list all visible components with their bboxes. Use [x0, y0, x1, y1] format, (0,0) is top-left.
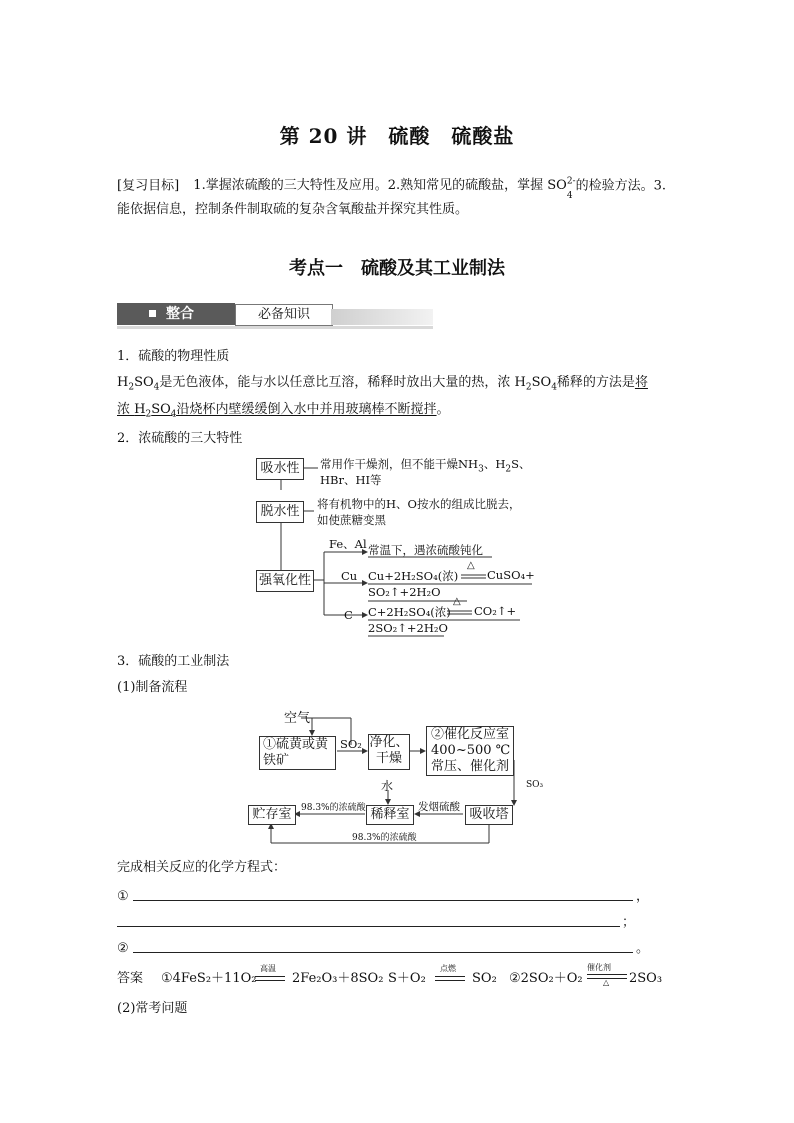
answer-eq2b: SO₂: [472, 971, 497, 986]
blank1-comma: ，: [636, 889, 650, 904]
answer-eq3-cond-bottom: △: [603, 978, 610, 987]
heat-icon: △: [453, 596, 461, 607]
answer-eq1: ①4FeS₂＋11O₂: [161, 971, 257, 986]
sub-process-flow: (1)制备流程: [117, 680, 188, 695]
answer-eq1-cond: 高温: [260, 964, 276, 973]
heading-three-properties: 2．浓硫酸的三大特性: [117, 431, 243, 446]
prop-oxidize-box: 强氧化性: [256, 570, 314, 592]
equals-icon: [255, 976, 285, 981]
heading-industrial: 3．硫酸的工业制法: [117, 654, 230, 669]
physical-properties-line2: 浓 $H_2SO_4$沿烧杯内壁缓缓倒入水中并用玻璃棒不断搅拌。: [117, 402, 450, 420]
flow-water-label: 水: [381, 779, 394, 793]
physical-properties-line1: $H_2SO_4$是无色液体，能与水以任意比互溶，稀释时放出大量的热，浓 $H_2SO_4$稀释的方法是将: [117, 375, 648, 393]
flow-purify-box: 净化、 干燥: [368, 734, 410, 770]
answer-label: 答案: [117, 971, 144, 986]
answer-eq3: ②2SO₂＋O₂: [509, 971, 583, 986]
branch-fe-al-text: 常温下，遇浓硫酸钝化: [368, 543, 483, 557]
review-goal-line2: 能依据信息，控制条件制取硫的复杂含氧酸盐并探究其性质。: [117, 202, 469, 217]
branch-cu-label: Cu: [341, 569, 358, 583]
flow-reactor-box: ②催化反应室 400~500 ℃ 常压、催化剂: [426, 726, 514, 776]
prop-dehydrate-desc2: 如使蔗糖变黑: [317, 513, 386, 527]
review-goal-text-a: 1.掌握浓硫酸的三大特性及应用。2.熟知常见的硫酸盐，掌握 SO: [193, 178, 567, 194]
branch-c-eq1: C+2H₂SO₄(浓): [368, 605, 451, 619]
branch-cu-eq1: Cu+2H₂SO₄(浓): [368, 569, 459, 583]
answer-eq3-cond-top: 催化剂: [587, 963, 611, 972]
ion-sup: 2-: [566, 177, 576, 187]
flow-so3-label: SO₃: [526, 780, 544, 790]
flow-983-bottom-label: 98.3%的浓硫酸: [352, 833, 417, 843]
flow-dilute-box: 稀释室: [366, 805, 414, 825]
heat-icon: △: [467, 560, 475, 571]
flow-983-top-label: 98.3%的浓硫酸: [301, 803, 366, 813]
answer-eq1b: 2Fe₂O₃＋8SO₂: [292, 971, 384, 986]
banner-knowledge: 必备知识: [235, 304, 333, 326]
section-title: 考点一 硫酸及其工业制法: [289, 258, 505, 279]
banner-integrate: 整合: [117, 303, 235, 325]
flow-storage-box: 贮存室: [248, 805, 296, 825]
blank2-period: 。: [636, 941, 650, 956]
blank1-line: [133, 900, 633, 901]
blank2-line: [133, 952, 633, 953]
prop-absorb-box: 吸水性: [256, 458, 304, 480]
branch-cu-eq1b: CuSO₄+: [487, 568, 535, 582]
branch-fe-al-label: Fe、Al: [329, 537, 367, 551]
prop-dehydrate-desc1: 将有机物中的H、O按水的组成比脱去，: [317, 497, 521, 511]
flow-fuming-label: 发烟硫酸: [418, 801, 460, 813]
prop-absorb-desc1: 常用作干燥剂，但不能干燥$NH_3$、$H_2S$、: [320, 457, 531, 475]
answer-eq3b: 2SO₃: [629, 971, 663, 986]
review-goal-text-b: 的检验方法。3.: [575, 178, 666, 194]
blank2-marker: ②: [117, 941, 129, 956]
branch-c-eq1b: CO₂↑+: [474, 604, 517, 618]
ion-sub: 4: [566, 191, 573, 202]
blank1-line2: [117, 926, 620, 927]
branch-c-eq2: 2SO₂↑+2H₂O: [368, 621, 448, 635]
flow-air: 空气: [284, 711, 311, 726]
answer-eq2: S＋O₂: [388, 971, 426, 986]
equals-icon: [435, 976, 465, 981]
branch-cu-eq2: SO₂↑+2H₂O: [368, 585, 441, 599]
complete-equations-prompt: 完成相关反应的化学方程式：: [117, 860, 287, 875]
sub-common-questions: (2)常考问题: [117, 1001, 188, 1016]
flow-absorb-box: 吸收塔: [465, 805, 513, 825]
branch-c-label: C: [344, 608, 353, 622]
flow-so2-label: SO₂: [340, 737, 362, 751]
lecture-title: 第 20 讲 硫酸 硫酸盐: [279, 124, 515, 148]
flow-furnace-box: ①硫黄或黄 铁矿: [259, 736, 336, 770]
heading-physical-properties: 1．硫酸的物理性质: [117, 349, 230, 364]
prop-dehydrate-box: 脱水性: [256, 501, 304, 523]
blank1-marker: ①: [117, 889, 129, 904]
prop-absorb-desc2: HBr、HI等: [320, 473, 382, 487]
answer-eq2-cond: 点燃: [440, 964, 456, 973]
blank1-semicolon: ；: [622, 915, 636, 930]
review-goal-label: [复习目标]: [117, 178, 180, 194]
